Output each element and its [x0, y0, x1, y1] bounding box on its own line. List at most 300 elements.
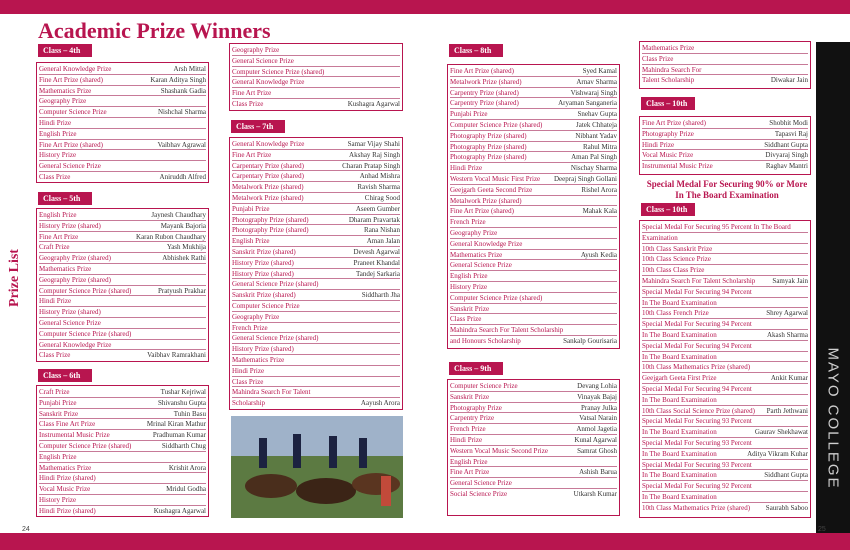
table-row	[450, 271, 617, 282]
prize-name: Special Medal For Securing 93 Percent	[642, 417, 752, 426]
bottom-band	[0, 533, 850, 550]
prize-name: General Science Prize	[450, 261, 512, 270]
prize-name: Carpentry Prize	[450, 414, 495, 423]
table-row	[642, 308, 808, 319]
prize-name: English Prize	[39, 129, 77, 138]
winner-name: Charan Pratap Singh	[342, 161, 400, 170]
winner-name	[396, 323, 400, 333]
prize-name: Mathematics Prize	[39, 264, 92, 273]
prize-name: History Prize	[39, 495, 77, 504]
prize-name: History Prize (shared)	[232, 258, 294, 267]
winner-name	[804, 244, 808, 254]
table-row	[39, 286, 206, 297]
prize-name: Punjabi Prize	[232, 204, 270, 213]
prize-table-class-5	[36, 208, 209, 362]
table-row	[450, 293, 617, 304]
table-row	[450, 77, 617, 88]
winner-name: Ravish Sharma	[357, 183, 400, 192]
table-row	[232, 279, 400, 290]
table-row	[39, 441, 206, 452]
table-row	[39, 242, 206, 253]
prize-name: 10th Class Mathematics Prize (shared)	[642, 363, 751, 372]
table-row	[39, 172, 206, 183]
table-row	[642, 395, 808, 406]
winner-name: Mrinal Kiran Mathur	[146, 420, 206, 429]
prize-name: In The Board Examination	[642, 492, 717, 501]
winner-name: Divyaraj Singh	[765, 151, 808, 160]
table-row	[450, 109, 617, 120]
table-row	[450, 381, 617, 392]
prize-name: Mahindra Search For Talent Scholarship	[450, 326, 564, 335]
winner-name: Parth Jethwani	[766, 406, 808, 415]
winner-name	[396, 387, 400, 397]
winner-name: Ashish Barua	[579, 468, 617, 477]
winner-name	[613, 325, 617, 335]
winner-name	[613, 196, 617, 206]
table-row	[642, 244, 808, 255]
prize-name: General Science Prize	[39, 318, 101, 327]
prize-name: Photography Prize	[450, 403, 502, 412]
prize-name: 10th Class French Prize	[642, 309, 709, 318]
prize-name: Photography Prize (shared)	[450, 131, 527, 140]
table-row	[39, 506, 206, 517]
table-row	[642, 265, 808, 276]
winner-name	[613, 217, 617, 227]
prize-name: Social Science Prize	[450, 489, 508, 498]
prize-name: Hindi Prize	[450, 435, 483, 444]
prize-name: Hindi Prize (shared)	[39, 506, 96, 515]
top-band	[0, 0, 850, 14]
winner-name	[613, 282, 617, 292]
winner-name	[396, 77, 400, 87]
winner-name	[396, 56, 400, 66]
winner-name: Kunal Agarwal	[574, 435, 617, 444]
prize-table-class-8	[447, 64, 620, 349]
table-row	[232, 225, 400, 236]
prize-name: Sanskrit Prize (shared)	[232, 247, 296, 256]
winner-name	[613, 314, 617, 324]
winner-name: Arnav Sharma	[576, 77, 617, 86]
prize-name: Mathematics Prize	[39, 463, 92, 472]
table-row	[39, 307, 206, 318]
prize-table-class-9-cont	[639, 41, 811, 89]
prize-name: Fine Art Prize	[232, 89, 272, 98]
winner-name	[804, 416, 808, 426]
table-row	[39, 75, 206, 86]
winner-name	[613, 304, 617, 314]
prize-name: General Science Prize (shared)	[232, 280, 319, 289]
prize-name: Class Prize	[39, 351, 71, 360]
table-row	[39, 210, 206, 221]
winner-name: Ayush Kedia	[580, 250, 617, 259]
prize-name: Vocal Music Prize	[642, 151, 694, 160]
prize-name: Metalwork Prize (shared)	[450, 77, 522, 86]
table-row	[450, 163, 617, 174]
winner-name	[804, 319, 808, 329]
table-row	[39, 452, 206, 463]
winner-name: Pranay Julka	[581, 403, 617, 412]
prize-table-class-6	[36, 385, 209, 517]
prize-name: Photography Prize	[642, 129, 694, 138]
prize-name: Sanskrit Prize	[450, 392, 490, 401]
winner-name: Aditya Vikram Kuhar	[747, 449, 808, 458]
winner-name	[804, 384, 808, 394]
prize-name: Geography Prize	[450, 228, 498, 237]
prize-name: Punjabi Prize	[39, 398, 77, 407]
winner-name: Dharam Pravartak	[348, 215, 400, 224]
table-row	[39, 296, 206, 307]
winner-name: Aayush Arora	[360, 399, 400, 408]
table-row	[450, 131, 617, 142]
prize-name: General Knowledge Prize	[232, 140, 305, 148]
winner-name: Aseem Gumber	[355, 204, 400, 213]
table-row	[450, 120, 617, 131]
class-label: Class – 5th	[38, 192, 92, 205]
prize-name: Computer Science Prize (shared)	[450, 120, 543, 129]
prize-name: Hindi Prize	[39, 297, 72, 306]
prize-name: Geography Prize	[232, 312, 280, 321]
table-row	[450, 228, 617, 239]
winner-name: Shivanshu Gupta	[157, 398, 206, 407]
prize-name: Computer Science Prize	[39, 108, 107, 117]
prize-name: Special Medal For Securing 93 Percent	[642, 460, 752, 469]
prize-name: Hindi Prize	[232, 366, 265, 375]
winner-name	[613, 293, 617, 303]
table-row	[39, 419, 206, 430]
table-row	[642, 287, 808, 298]
table-row	[642, 222, 808, 233]
prize-name: General Knowledge Prize	[232, 78, 305, 87]
table-row	[642, 254, 808, 265]
table-row	[232, 182, 400, 193]
table-row	[232, 258, 400, 269]
prize-table-class-6-cont	[229, 43, 403, 111]
winner-name: Syed Kamal	[582, 67, 617, 75]
winner-name	[396, 344, 400, 354]
winner-name: Samar Vijay Shahi	[347, 140, 400, 148]
table-row	[450, 336, 617, 347]
winner-name: Karan Rubon Chaudhary	[136, 232, 206, 241]
winner-name: Aniruddh Alfred	[159, 172, 206, 181]
table-row	[39, 161, 206, 172]
winner-name	[202, 96, 206, 106]
winner-name	[804, 352, 808, 362]
prize-name: Class Prize	[450, 315, 482, 324]
prize-name: 10th Class Mathematics Prize (shared)	[642, 503, 751, 512]
prize-table-class-10	[639, 116, 811, 175]
prize-name: Geography Prize (shared)	[39, 254, 111, 263]
table-row	[642, 129, 808, 140]
prize-name: Fine Art Prize	[450, 468, 490, 477]
table-row	[232, 45, 400, 56]
winner-name: Vaibhav Ramrakhani	[147, 351, 206, 360]
winner-name: Nishchal Sharma	[157, 108, 206, 117]
table-row	[232, 333, 400, 344]
prize-name: Mathematics Prize	[642, 44, 695, 52]
winner-name: Kushagra Agarwal	[347, 99, 400, 108]
table-row	[232, 139, 400, 150]
prize-name: Hindi Prize	[39, 118, 72, 127]
special-medal-heading: Special Medal For Securing 90% or More In The Board Examination	[646, 179, 808, 200]
prize-name: Sanskrit Prize	[39, 409, 79, 418]
table-row	[39, 275, 206, 286]
winner-name	[804, 481, 808, 491]
winner-name	[804, 492, 808, 502]
prize-name: Western Vocal Music Second Prize	[450, 446, 548, 455]
winner-name: Deepraj Singh Gollani	[554, 174, 617, 183]
table-row	[450, 282, 617, 293]
winner-name	[202, 329, 206, 339]
prize-name: Instrumental Music Prize	[39, 431, 110, 440]
side-label-text: Prize List	[7, 249, 22, 307]
winner-name	[202, 340, 206, 350]
winner-name	[804, 298, 808, 308]
winner-name	[613, 478, 617, 488]
winner-name: Diwakar Jain	[770, 76, 808, 85]
winner-name: Tushar Kejriwal	[160, 388, 206, 396]
winner-name: Anmol Jagetia	[576, 425, 617, 434]
prize-name: Photography Prize (shared)	[232, 215, 309, 224]
table-row	[39, 107, 206, 118]
prize-name: Computer Science Prize (shared)	[39, 286, 132, 295]
table-row	[450, 325, 617, 336]
class-label: Class – 8th	[449, 44, 503, 57]
table-row	[39, 253, 206, 264]
prize-name: General Science Prize	[232, 56, 294, 65]
table-row	[39, 129, 206, 140]
prize-name: Special Medal For Securing 95 Percent In The Board	[642, 223, 791, 231]
table-row	[232, 56, 400, 67]
table-row	[232, 301, 400, 312]
winner-name: Aryaman Sanganeria	[558, 99, 617, 108]
winner-name: Siddharth Chug	[161, 441, 206, 450]
winner-name	[202, 318, 206, 328]
prize-name: Metalwork Prize (shared)	[450, 196, 522, 205]
table-row	[450, 392, 617, 403]
winner-name: Vishwaraj Singh	[570, 88, 617, 97]
table-row	[39, 387, 206, 398]
prize-name: Class Prize	[232, 99, 264, 108]
prize-name: Mahindra Search For Talent Scholarship	[642, 276, 756, 285]
table-row	[642, 449, 808, 460]
page-number-right: 25	[818, 526, 826, 533]
table-row	[450, 142, 617, 153]
prize-name: History Prize (shared)	[39, 308, 101, 317]
table-row	[450, 413, 617, 424]
prize-name: Fine Art Prize	[232, 150, 272, 159]
winner-name: Raghav Mantri	[765, 162, 808, 171]
table-row	[450, 250, 617, 261]
winner-name: Snehav Gupta	[577, 110, 617, 119]
table-row	[450, 424, 617, 435]
winner-name	[613, 260, 617, 270]
winner-name: Jaynesh Chaudhary	[151, 211, 206, 219]
winner-name: Rahul Mitra	[582, 142, 617, 151]
prize-name: Mathematics Prize	[232, 355, 285, 364]
table-row	[450, 260, 617, 271]
prize-name: 10th Class Science Prize	[642, 255, 712, 264]
prize-name: French Prize	[232, 323, 268, 332]
winner-name: Tapasvi Raj	[774, 129, 808, 138]
prize-name: Carpentry Prize (shared)	[450, 88, 519, 97]
winner-name: Rana Nishan	[364, 226, 400, 235]
prize-name: Craft Prize	[39, 243, 70, 252]
table-row	[232, 247, 400, 258]
winner-name	[804, 362, 808, 372]
winner-name: Saurabh Saboo	[765, 503, 808, 512]
winner-name	[396, 366, 400, 376]
class-label: Class – 10th	[641, 203, 695, 216]
prize-name: Class Prize	[232, 377, 264, 386]
table-row	[232, 161, 400, 172]
class-label: Class – 9th	[449, 362, 503, 375]
prize-name: Special Medal For Securing 94 Percent	[642, 384, 752, 393]
winner-name: Shashank Gadia	[160, 86, 206, 95]
prize-name: History Prize (shared)	[232, 269, 294, 278]
prize-name: 10th Class Social Science Prize (shared)	[642, 406, 755, 415]
table-row	[642, 233, 808, 244]
winner-name: Gaurav Shekhawat	[754, 428, 808, 437]
table-row	[642, 75, 808, 86]
prize-name: Special Medal For Securing 94 Percent	[642, 320, 752, 329]
winner-name	[613, 228, 617, 238]
table-row	[39, 96, 206, 107]
winner-name: Chirag Sood	[364, 193, 400, 202]
prize-name: Fine Art Prize (shared)	[39, 140, 103, 149]
table-row	[642, 341, 808, 352]
table-row	[450, 98, 617, 109]
prize-name: History Prize	[39, 151, 77, 160]
winner-name: Vaibhav Agrawal	[157, 140, 206, 149]
winner-name: Sankalp Gourisaria	[563, 336, 617, 345]
table-row	[232, 269, 400, 280]
table-row	[232, 290, 400, 301]
prize-name: Computer Science Prize (shared)	[450, 293, 543, 302]
winner-name	[396, 279, 400, 289]
table-row	[39, 86, 206, 97]
prize-name: Geejgarh Geeta Second Prize	[450, 185, 533, 194]
table-row	[232, 99, 400, 110]
college-name-text: MAYO COLLEGE	[824, 347, 842, 490]
prize-name: Examination	[642, 233, 678, 242]
winner-name	[396, 45, 400, 55]
table-row	[232, 67, 400, 78]
prize-name: Computer Science Prize (shared)	[232, 67, 325, 76]
table-row	[450, 152, 617, 163]
winner-name: Akash Sharma	[766, 330, 808, 339]
winner-name: Nischay Sharma	[570, 164, 617, 173]
winner-name: Devang Lohia	[577, 382, 617, 390]
table-row	[232, 150, 400, 161]
prize-name: Special Medal For Securing 94 Percent	[642, 341, 752, 350]
table-row	[642, 65, 808, 76]
winner-name: Jatek Chhateja	[575, 120, 617, 129]
prize-name: Carpentary Prize (shared)	[232, 172, 304, 181]
table-row	[642, 470, 808, 481]
table-row	[232, 323, 400, 334]
side-label	[2, 240, 28, 320]
table-row	[39, 118, 206, 129]
table-row	[232, 236, 400, 247]
prize-name: Carpentary Prize (shared)	[232, 161, 304, 170]
class-label: Class – 7th	[231, 120, 285, 133]
winner-name	[613, 239, 617, 249]
winner-name	[804, 438, 808, 448]
table-row	[232, 398, 400, 409]
table-row	[642, 481, 808, 492]
table-row	[39, 150, 206, 161]
prize-name: Craft Prize	[39, 388, 70, 396]
winner-name	[804, 54, 808, 64]
winner-name	[202, 161, 206, 171]
table-row	[232, 387, 400, 398]
winner-name: Aman Jalan	[366, 237, 400, 246]
table-row	[39, 329, 206, 340]
winner-name	[202, 129, 206, 139]
table-row	[642, 427, 808, 438]
prize-name: Special Medal For Securing 94 Percent	[642, 287, 752, 296]
prize-name: Geography Prize (shared)	[39, 275, 111, 284]
prize-name: English Prize	[450, 457, 488, 466]
winner-name: Samyak Jain	[772, 276, 808, 285]
winner-name	[613, 271, 617, 281]
table-row	[642, 373, 808, 384]
prize-name: In The Board Examination	[642, 330, 717, 339]
prize-name: Mahindra Search For	[642, 65, 702, 74]
winner-name	[804, 395, 808, 405]
prize-name: Western Vocal Music First Prize	[450, 174, 541, 183]
prize-table-class-9	[447, 379, 620, 516]
table-row	[642, 438, 808, 449]
winner-name	[202, 495, 206, 505]
table-row	[39, 264, 206, 275]
table-row	[642, 352, 808, 363]
prize-name: Punjabi Prize	[450, 110, 488, 119]
winner-name: Tuhin Basu	[173, 409, 206, 418]
winner-name: Siddhant Gupta	[764, 471, 808, 480]
winner-name: Karan Aditya Singh	[150, 75, 206, 84]
students-with-horses-photo	[231, 416, 403, 518]
table-row	[450, 435, 617, 446]
table-row	[450, 217, 617, 228]
prize-name: In The Board Examination	[642, 449, 717, 458]
table-row	[450, 88, 617, 99]
winner-name	[396, 88, 400, 98]
table-row	[232, 88, 400, 99]
winner-name: Abhishek Rathi	[162, 254, 206, 263]
table-row	[642, 384, 808, 395]
winner-name: Vatsal Narain	[579, 414, 617, 423]
winner-name: Krishit Arora	[168, 463, 206, 472]
winner-name: Mayank Bajoria	[160, 221, 206, 230]
prize-name: Metalwork Prize (shared)	[232, 193, 304, 202]
table-row	[39, 484, 206, 495]
prize-name: Computer Science Prize (shared)	[39, 441, 132, 450]
winner-name	[396, 355, 400, 365]
table-row	[642, 43, 808, 54]
table-row	[642, 298, 808, 309]
table-row	[450, 185, 617, 196]
prize-name: General Science Prize (shared)	[232, 334, 319, 343]
page-title: Academic Prize Winners	[38, 18, 271, 43]
prize-name: Computer Science Prize	[232, 301, 300, 310]
winner-name: Tandej Sarkaria	[355, 269, 400, 278]
prize-name: English Prize	[39, 452, 77, 461]
prize-name: Computer Science Prize	[450, 382, 518, 390]
table-row	[450, 314, 617, 325]
page-number-left: 24	[22, 526, 30, 533]
prize-name: Vocal Music Prize	[39, 485, 91, 494]
